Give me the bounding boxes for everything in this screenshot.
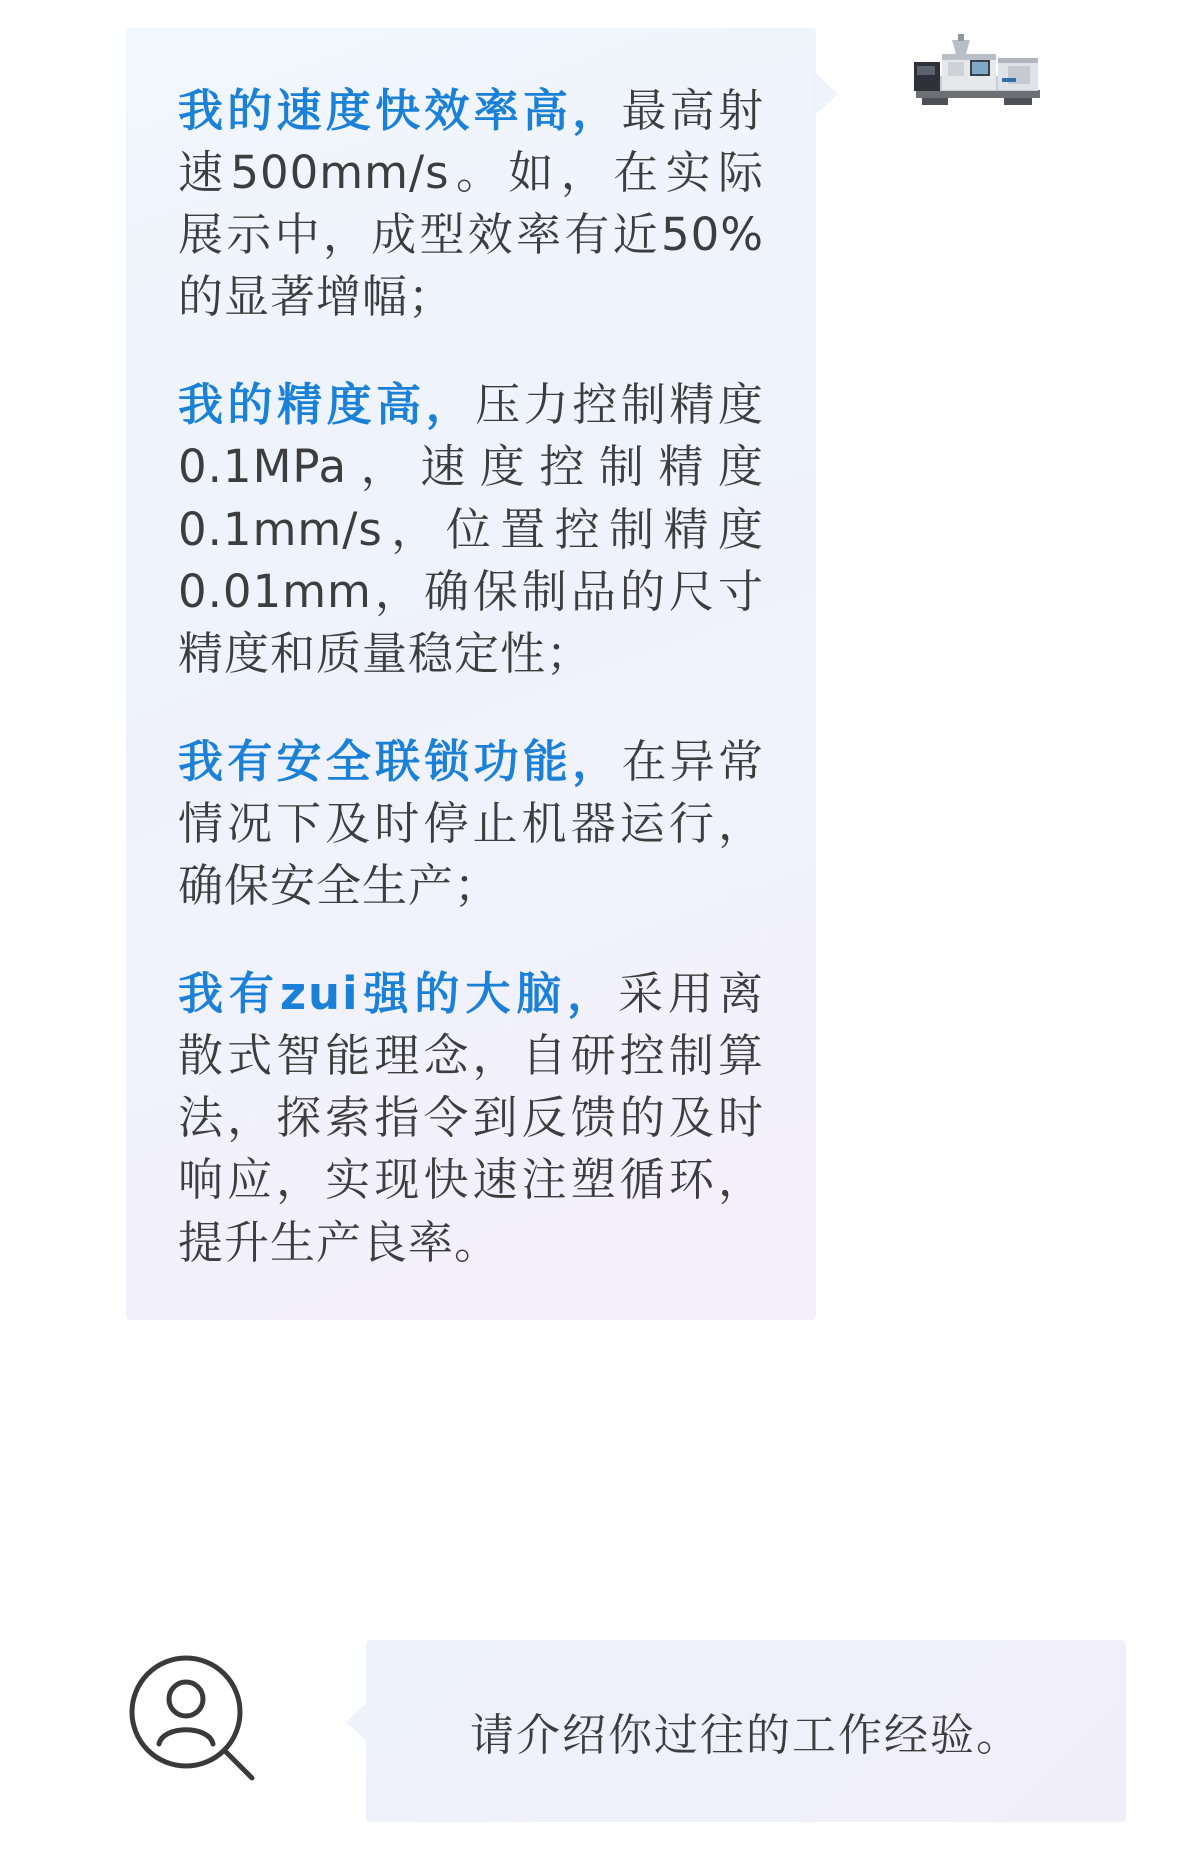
assistant-paragraph-4	[178, 963, 764, 1273]
user-message-text: 请介绍你过往的工作经验。	[470, 1710, 1022, 1761]
assistant-paragraph-2-highlight: 我的精度高，	[178, 378, 476, 432]
assistant-paragraph-3-highlight: 我有安全联锁功能，	[178, 734, 622, 788]
user-bubble-tail	[346, 1702, 368, 1742]
page-left-gutter	[0, 0, 78, 1850]
assistant-paragraph-1	[178, 80, 764, 328]
assistant-paragraph-4-highlight: 我有zui强的大脑，	[178, 967, 619, 1021]
injection-molding-machine-icon	[908, 32, 1048, 110]
assistant-message-bubble[interactable]	[126, 28, 816, 1320]
assistant-paragraph-1-body: 最高射速500mm/s。如，在实际展示中，成型效率有近50%的显著增幅；	[178, 84, 764, 324]
user-message-bubble[interactable]	[366, 1640, 1126, 1822]
assistant-paragraph-3-body: 在异常情况下及时停止机器运行，确保安全生产；	[178, 734, 764, 913]
user-message-row	[126, 1640, 1076, 1830]
assistant-paragraph-2-body: 压力控制精度0.1MPa，速度控制精度0.1mm/s，位置控制精度0.01mm，确保制品的尺寸精度和质量稳定性；	[178, 378, 764, 680]
assistant-message-row	[126, 28, 816, 1320]
assistant-paragraph-2	[178, 374, 764, 684]
user-profile-icon	[126, 1652, 258, 1784]
bubble-tail	[814, 72, 838, 116]
assistant-paragraph-4-body: 采用离散式智能理念，自研控制算法，探索指令到反馈的及时响应，实现快速注塑循环，提升生产良率。	[178, 967, 764, 1269]
assistant-paragraph-1-highlight: 我的速度快效率高，	[178, 84, 622, 137]
assistant-paragraph-3	[178, 731, 764, 917]
page-right-gutter	[1120, 0, 1179, 1850]
